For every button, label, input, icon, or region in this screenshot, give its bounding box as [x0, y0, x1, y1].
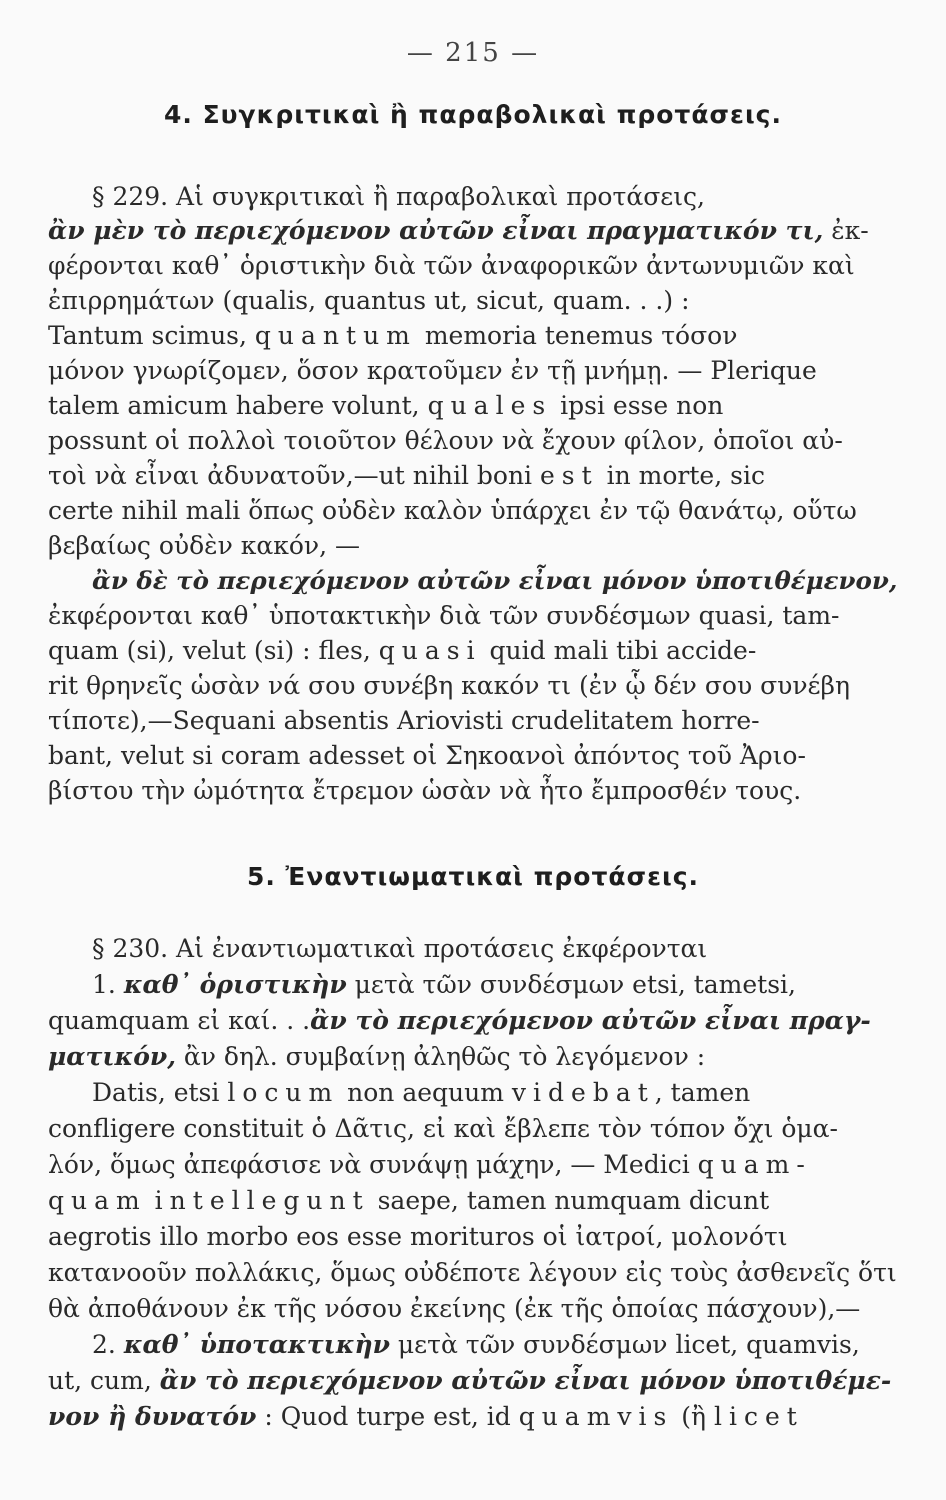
text-line: ἐπιρρημάτων (qualis, quantus ut, sicut, quam. . .) :	[48, 286, 690, 315]
text-line: certe nihil mali ὅπως οὐδὲν καλὸν ὑπάρχει ἐν τῷ θανάτῳ, οὕτω	[48, 496, 857, 525]
text-line: νον ἢ δυνατόν : Quod turpe est, id quamvis (ἢ licet	[48, 1402, 804, 1431]
text-line: § 230. Αἱ ἐναντιωματικαὶ προτάσεις ἐκφέρονται	[92, 934, 708, 963]
text-line: Datis, etsi locum non aequum videbat, tamen	[92, 1078, 751, 1107]
text-line: talem amicum habere volunt, quales ipsi esse non	[48, 391, 724, 420]
text-line: possunt οἱ πολλοὶ τοιοῦτον θέλουν νὰ ἔχουν φίλον, ὁποῖοι αὐ-	[48, 426, 843, 455]
text-line: ἂν δὲ τὸ περιεχόμενον αὐτῶν εἶναι μόνον ὑποτιθέμενον,	[92, 566, 898, 595]
text-line: confligere constituit ὁ Δᾶτις, εἰ καὶ ἔβλεπε τὸν τόπον ὄχι ὁμα-	[48, 1114, 839, 1143]
text-line: μόνον γνωρίζομεν, ὅσον κρατοῦμεν ἐν τῇ μνήμῃ. — Plerique	[48, 356, 817, 385]
text-line: ut, cum, ἂν τὸ περιεχόμενον αὐτῶν εἶναι μόνον ὑποτιθέμε-	[48, 1366, 892, 1395]
text-line: § 229. Αἱ συγκριτικαὶ ἢ παραβολικαὶ προτάσεις,	[92, 182, 705, 211]
text-line: quam intellegunt saepe, tamen numquam dicunt	[48, 1186, 770, 1215]
text-line: Tantum scimus, quantum memoria tenemus τόσον	[48, 321, 738, 350]
text-line: bant, velut si coram adesset οἱ Σηκοανοὶ ἀπόντος τοῦ Ἀριο-	[48, 741, 806, 770]
text-line: φέρονται καθ᾽ ὁριστικὴν διὰ τῶν ἀναφορικῶν ἀντωνυμιῶν καὶ	[48, 251, 855, 280]
text-line: 2. καθ᾽ ὑποτακτικὴν μετὰ τῶν συνδέσμων licet, quamvis,	[92, 1330, 860, 1359]
text-line: θὰ ἀποθάνουν ἐκ τῆς νόσου ἐκείνης (ἐκ τῆς ὁποίας πάσχουν),—	[48, 1294, 861, 1323]
page-number: — 215 —	[406, 38, 540, 68]
text-line: βίστου τὴν ὠμότητα ἔτρεμον ὡσὰν νὰ ἦτο ἔμπροσθέν τους.	[48, 776, 802, 805]
text-line: 1. καθ᾽ ὁριστικὴν μετὰ τῶν συνδέσμων etsi, tametsi,	[92, 970, 796, 999]
text-line: τοὶ νὰ εἶναι ἀδυνατοῦν,—ut nihil boni est in morte, sic	[48, 461, 765, 490]
text-line: ἂν μὲν τὸ περιεχόμενον αὐτῶν εἶναι πραγματικόν τι, ἐκ-	[48, 216, 869, 245]
text-line: ἐκφέρονται καθ᾽ ὑποτακτικὴν διὰ τῶν συνδέσμων quasi, tam-	[48, 601, 840, 630]
text-line: βεβαίως οὐδὲν κακόν, —	[48, 531, 361, 560]
text-line: quamquam εἰ καί. . .ἂν τὸ περιεχόμενον αὐτῶν εἶναι πραγ-	[48, 1006, 871, 1035]
text-line: κατανοοῦν πολλάκις, ὅμως οὐδέποτε λέγουν εἰς τοὺς ἀσθενεῖς ὅτι	[48, 1258, 897, 1287]
text-line: ματικόν, ἂν δηλ. συμβαίνῃ ἀληθῶς τὸ λεγόμενον :	[48, 1042, 706, 1071]
section-4-heading: 4. Συγκριτικαὶ ἢ παραβολικαὶ προτάσεις.	[163, 100, 783, 129]
text-line: rit θρηνεῖς ὡσὰν νά σου συνέβη κακόν τι (ἐν ᾧ δέν σου συνέβη	[48, 671, 850, 700]
text-line: aegrotis illo morbo eos esse morituros οἱ ἰατροί, μολονότι	[48, 1222, 788, 1251]
section-5-heading: 5. Ἐναντιωματικαὶ προτάσεις.	[246, 862, 700, 891]
text-line: τίποτε),—Sequani absentis Ariovisti crudelitatem horre-	[48, 706, 760, 735]
text-line: λόν, ὅμως ἀπεφάσισε νὰ συνάψῃ μάχην, — Medici quam-	[48, 1150, 812, 1179]
text-line: quam (si), velut (si) : fles, quasi quid mali tibi accide-	[48, 636, 757, 665]
